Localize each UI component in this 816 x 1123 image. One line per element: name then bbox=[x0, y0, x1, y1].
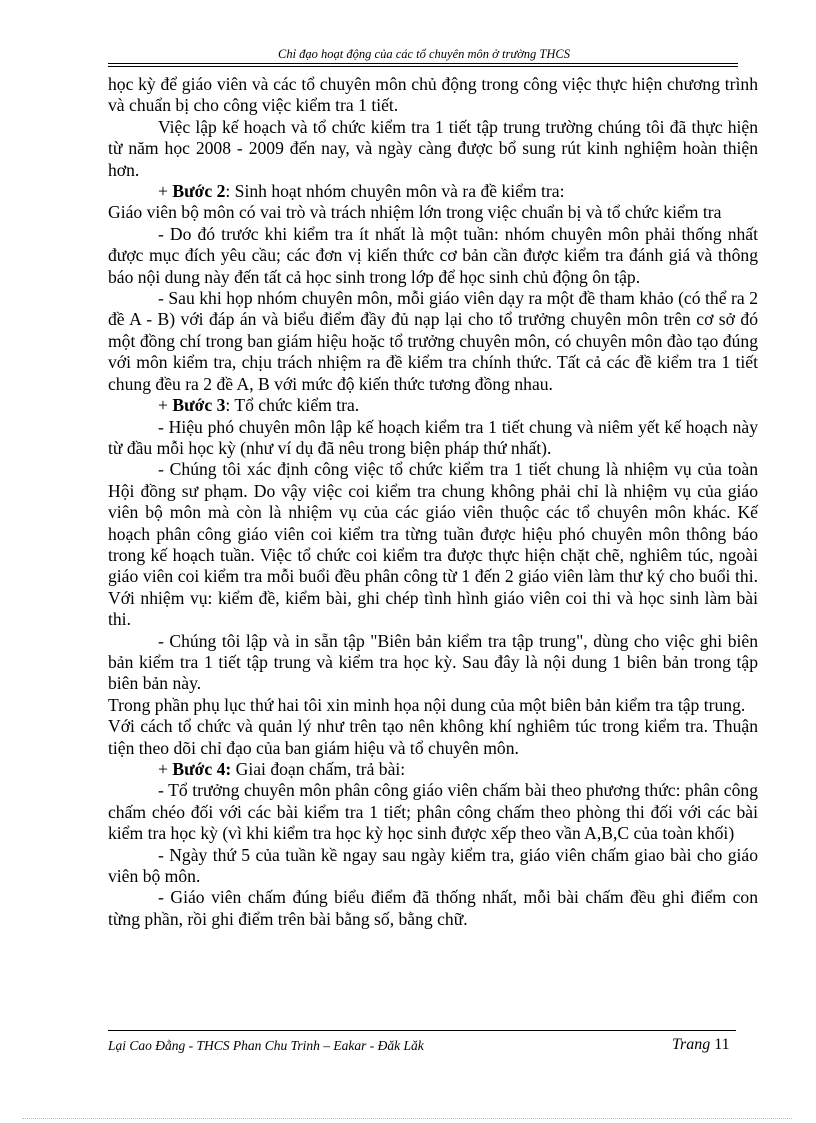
paragraph: học kỳ để giáo viên và các tổ chuyên môn chủ động trong công việc thực hiện chương trình và chuẩn bị cho công việc kiểm tra 1 tiết. bbox=[108, 74, 758, 116]
list-item: - Chúng tôi xác định công việc tổ chức kiểm tra 1 tiết chung là nhiệm vụ của toàn Hội đồng sư phạm. Do vậy việc coi kiểm tra chung không phải chỉ là nhiệm vụ của giáo viên bộ môn mà còn là nhiệm vụ của các giáo viên thuộc các tổ chuyên môn khác. Kế hoạch phân công giáo viên coi kiểm tra từng tuần được hiệu phó chuyên môn thông báo trong kế hoạch tuần. Việc tổ chức coi kiểm tra được thực hiện chặt chẽ, nghiêm túc, ngoài giáo viên coi kiểm tra mỗi buổi đều phân công từ 1 đến 2 giáo viên làm thư ký cho buổi thi. Với nhiệm vụ: kiểm đề, kiểm bài, ghi chép tình hình giáo viên coi thi và học sinh làm bài thi. bbox=[108, 459, 758, 630]
list-item: - Sau khi họp nhóm chuyên môn, mỗi giáo viên dạy ra một đề tham khảo (có thể ra 2 đề A - B) với đáp án và biểu điểm đầy đủ nạp lại cho tổ trưởng chuyên môn trên cơ sở đó một đồng chí trong ban giám hiệu hoặc tổ trưởng chuyên môn, có chuyên môn đào tạo đúng với môn kiểm tra, chịu trách nhiệm ra đề kiểm tra chính thức. Tất cả các đề kiểm tra 1 tiết chung đều ra 2 đề A, B với mức độ kiến thức tương đồng nhau. bbox=[108, 288, 758, 394]
page-number bbox=[672, 1035, 730, 1055]
list-item: - Tổ trưởng chuyên môn phân công giáo viên chấm bài theo phương thức: phân công chấm chéo đối với các bài kiểm tra 1 tiết; phân công chấm theo phòng thi đối với các bài kiểm tra học kỳ (vì khi kiểm tra học kỳ học sinh được xếp theo vần A,B,C của toàn khối) bbox=[108, 780, 758, 844]
step-title: Bước 4: bbox=[172, 759, 232, 779]
page-number-value: 11 bbox=[714, 1036, 730, 1053]
step-heading-text: : Sinh hoạt nhóm chuyên môn và ra đề kiểm tra: bbox=[225, 181, 565, 202]
page-edge-divider bbox=[22, 1118, 792, 1119]
list-item: - Hiệu phó chuyên môn lập kế hoạch kiểm tra 1 tiết chung và niêm yết kế hoạch này từ đầu mỗi học kỳ (như ví dụ đã nêu trong biện pháp thứ nhất). bbox=[108, 416, 758, 458]
header-rule-bottom bbox=[108, 66, 738, 67]
step-prefix: + bbox=[158, 759, 173, 779]
step-heading-4 bbox=[108, 759, 758, 780]
page-label: Trang bbox=[672, 1036, 711, 1053]
page-header-title: Chỉ đạo hoạt động của các tổ chuyên môn ở trường THCS bbox=[277, 47, 570, 61]
step-heading-3 bbox=[108, 395, 758, 416]
document-body bbox=[108, 74, 758, 930]
footer-author: Lại Cao Đằng - THCS Phan Chu Trinh – Eakar - Đăk Lăk bbox=[108, 1038, 424, 1053]
paragraph: Việc lập kế hoạch và tổ chức kiểm tra 1 tiết tập trung trường chúng tôi đã thực hiện từ năm học 2008 - 2009 đến nay, và ngày càng được bổ sung rút kinh nghiệm hoàn thiện hơn. bbox=[108, 116, 758, 180]
step-prefix: + bbox=[158, 395, 173, 416]
list-item: - Chúng tôi lập và in sẵn tập "Biên bản kiểm tra tập trung", dùng cho việc ghi biên bản kiểm tra 1 tiết tập trung và kiểm tra học kỳ. Sau đây là nội dung 1 biên bản trong tập biên bản này. bbox=[108, 630, 758, 694]
list-item: - Giáo viên chấm đúng biểu điểm đã thống nhất, mỗi bài chấm đều ghi điểm con từng phần, rồi ghi điểm trên bài bằng số, bằng chữ. bbox=[108, 887, 758, 929]
step-title: Bước 2 bbox=[172, 181, 226, 202]
step-title: Bước 3 bbox=[172, 395, 226, 416]
step-prefix: + bbox=[158, 181, 173, 202]
paragraph: Giáo viên bộ môn có vai trò và trách nhiệm lớn trong việc chuẩn bị và tổ chức kiểm tra bbox=[108, 202, 722, 223]
step-heading-text: Giai đoạn chấm, trả bài: bbox=[231, 759, 406, 779]
step-heading-2 bbox=[108, 181, 758, 202]
footer-rule bbox=[108, 1030, 736, 1031]
header-rule-top bbox=[108, 63, 738, 64]
paragraph: Trong phần phụ lục thứ hai tôi xin minh họa nội dung của một biên bản kiểm tra tập trung. bbox=[108, 694, 746, 715]
list-item: - Do đó trước khi kiểm tra ít nhất là một tuần: nhóm chuyên môn phải thống nhất được mục đích yêu cầu; các đơn vị kiến thức cơ bản cần được kiểm tra đánh giá và thông báo nội dung này đến tất cả học sinh trong lớp để học sinh chủ động ôn tập. bbox=[108, 223, 758, 287]
paragraph: Với cách tổ chức và quản lý như trên tạo nên không khí nghiêm túc trong kiểm tra. Thuận tiện theo dõi chỉ đạo của ban giám hiệu và tổ chuyên môn. bbox=[108, 716, 758, 758]
step-heading-text: : Tổ chức kiểm tra. bbox=[225, 395, 360, 416]
list-item: - Ngày thứ 5 của tuần kề ngay sau ngày kiểm tra, giáo viên chấm giao bài cho giáo viên bộ môn. bbox=[108, 844, 758, 887]
